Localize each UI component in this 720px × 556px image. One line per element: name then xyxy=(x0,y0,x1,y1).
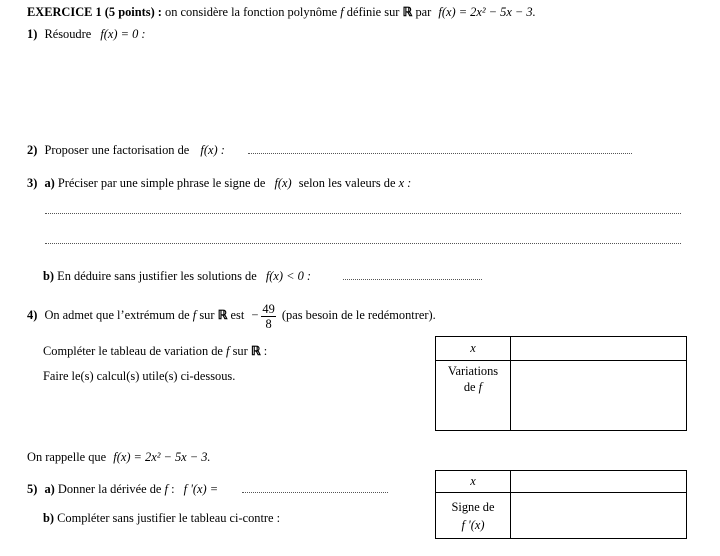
question-5a-text: Donner la dérivée de xyxy=(57,482,162,496)
question-2-text: Proposer une factorisation de xyxy=(44,143,190,157)
question-1-equation: f(x) = 0 : xyxy=(100,27,146,41)
table-x-header: x xyxy=(436,337,511,361)
question-3a-text: Préciser par une simple phrase le signe de xyxy=(57,176,266,190)
question-5a: 5) a) Donner la dérivée de f : f '(x) = xyxy=(27,482,219,496)
reminder xyxy=(27,449,211,465)
derivative-label: f '(x) xyxy=(461,517,485,532)
question-5b-text: Compléter sans justifier le tableau ci-contre : xyxy=(57,511,281,525)
sign-table xyxy=(435,470,687,539)
variations-label: Variations xyxy=(447,364,499,378)
question-3b-label: b) xyxy=(43,269,55,283)
function-symbol: f xyxy=(192,308,197,322)
question-5-number: 5) xyxy=(27,482,38,496)
complete-instruction: Compléter le tableau de variation de f sur ℝ : xyxy=(43,344,268,358)
exercise-intro-3: par xyxy=(415,5,432,19)
answer-dotted-line[interactable] xyxy=(45,243,681,244)
minus-sign: − xyxy=(251,308,259,322)
function-symbol: f xyxy=(478,380,483,394)
function-definition: f(x) = 2x² − 5x − 3. xyxy=(438,5,536,19)
complete-text-2: sur xyxy=(232,344,248,358)
question-3a-label: a) xyxy=(44,176,55,190)
question-4-text-2: sur xyxy=(199,308,215,322)
question-5b xyxy=(43,510,280,526)
question-3a-mid: selon les valeurs de xyxy=(298,176,396,190)
question-3-number: 3) xyxy=(27,176,38,190)
reals-symbol: ℝ xyxy=(250,344,261,358)
table-variations-cell[interactable] xyxy=(511,361,687,431)
question-3a-var: x : xyxy=(398,176,412,190)
table-x-cell[interactable] xyxy=(511,337,687,361)
table-variations-header xyxy=(436,361,511,431)
calc-instruction: Faire le(s) calcul(s) utile(s) ci-dessous. xyxy=(43,369,236,383)
fraction-denominator: 8 xyxy=(265,316,272,331)
question-4-text: On admet que l’extrémum de xyxy=(44,308,190,322)
reals-symbol: ℝ xyxy=(217,308,228,322)
derivative-equation: f '(x) = xyxy=(183,482,219,496)
question-3a xyxy=(27,175,411,191)
question-5b-label: b) xyxy=(43,511,55,525)
function-symbol: f xyxy=(340,5,344,19)
function-symbol: f xyxy=(226,344,230,358)
question-4 xyxy=(27,300,436,331)
question-5a-label: a) xyxy=(44,482,55,496)
exercise-intro-2: définie sur xyxy=(346,5,400,19)
exercise-intro: on considère la fonction polynôme xyxy=(165,5,338,19)
question-4-text-3: est xyxy=(230,308,245,322)
sign-table-derivative-header xyxy=(436,493,511,539)
reals-symbol: ℝ xyxy=(402,5,413,19)
question-3b-equation: f(x) < 0 : xyxy=(265,269,312,283)
answer-dotted-line[interactable] xyxy=(248,153,632,154)
function-symbol: f xyxy=(164,482,168,496)
sign-table-x-header: x xyxy=(436,471,511,493)
question-3b xyxy=(43,268,311,284)
question-2-equation: f(x) : xyxy=(200,143,225,157)
answer-dotted-line[interactable] xyxy=(343,279,482,280)
reminder-text: On rappelle que xyxy=(27,450,107,464)
complete-text: Compléter le tableau de variation de xyxy=(43,344,223,358)
sign-table-x-cell[interactable] xyxy=(511,471,687,493)
question-1-text: Résoudre xyxy=(44,27,92,41)
variation-table xyxy=(435,336,687,431)
sign-de-label: Signe de xyxy=(451,499,495,514)
exercise-title: EXERCICE 1 (5 points) : xyxy=(27,5,162,19)
answer-dotted-line[interactable] xyxy=(45,213,681,214)
question-1-number: 1) xyxy=(27,27,38,41)
question-3b-text: En déduire sans justifier les solutions de xyxy=(57,269,257,283)
fraction-numerator: 49 xyxy=(262,301,275,316)
question-4-number: 4) xyxy=(27,308,38,322)
reminder-function: f(x) = 2x² − 5x − 3. xyxy=(113,450,211,464)
variations-de-label: de xyxy=(463,380,476,394)
f-of-x: f(x) xyxy=(274,176,292,190)
question-2 xyxy=(27,142,225,158)
answer-dotted-line[interactable] xyxy=(242,492,388,493)
exercise-header xyxy=(27,4,536,20)
sign-table-derivative-cell[interactable] xyxy=(511,493,687,539)
extremum-fraction xyxy=(261,302,275,331)
question-2-number: 2) xyxy=(27,143,38,157)
question-4-paren: (pas besoin de le redémontrer). xyxy=(281,308,436,322)
question-1 xyxy=(27,26,146,42)
